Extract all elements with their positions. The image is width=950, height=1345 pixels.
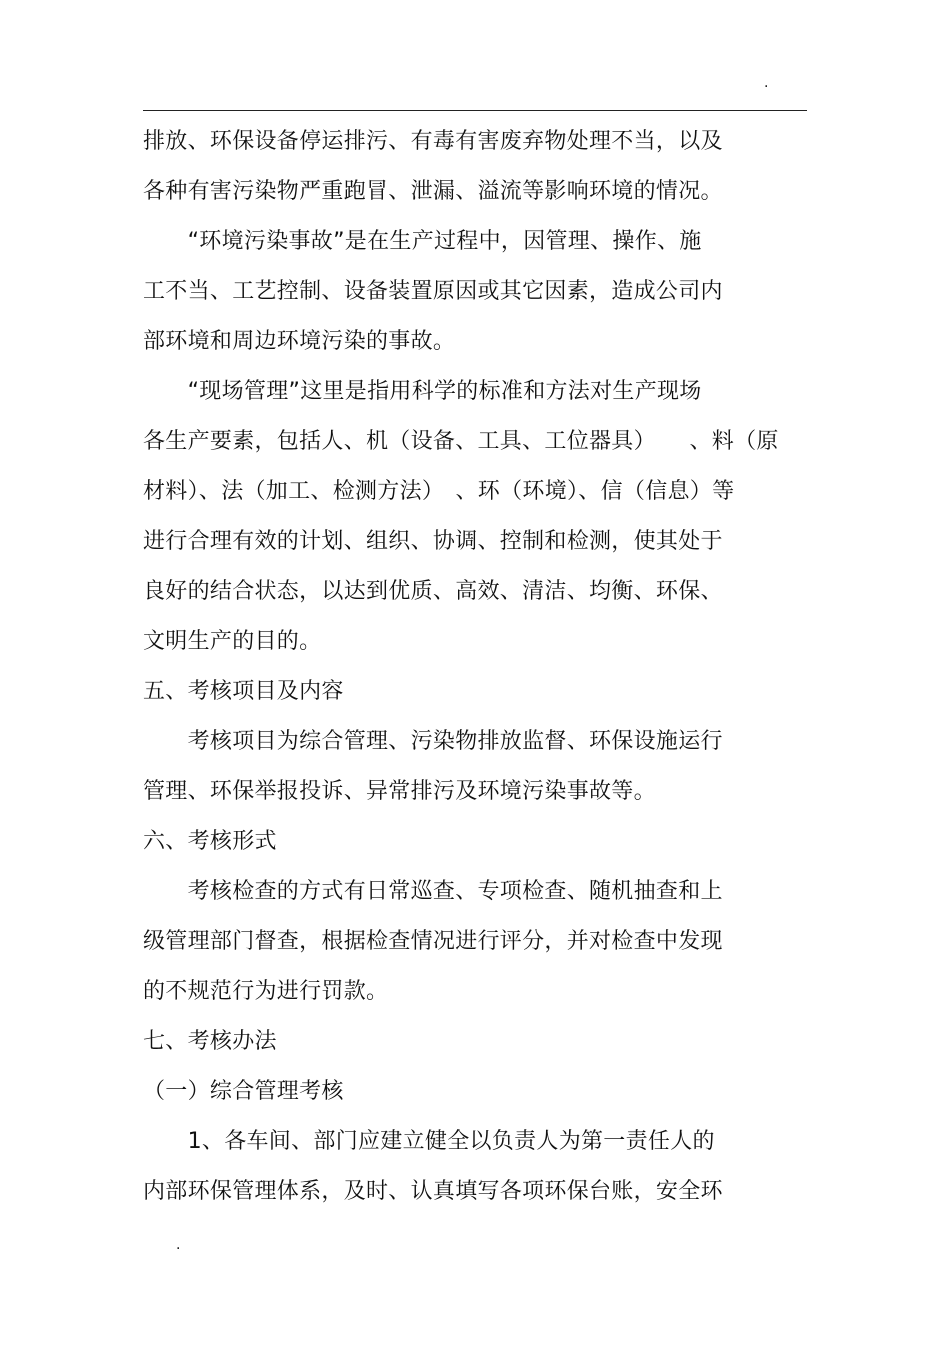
- section-heading: 七、考核办法: [143, 1029, 277, 1054]
- body-text-line: 的不规范行为进行罚款。: [143, 979, 389, 1004]
- body-text-line: 管理、环保举报投诉、异常排污及环境污染事故等。: [143, 779, 656, 804]
- body-text-line: 内部环保管理体系，及时、认真填写各项环保台账，安全环: [143, 1179, 723, 1204]
- section-heading: 五、考核项目及内容: [143, 679, 344, 704]
- body-text-line: 级管理部门督查，根据检查情况进行评分，并对检查中发现: [143, 929, 723, 954]
- footer-mark: .: [176, 1237, 181, 1253]
- body-text-line: 考核项目为综合管理、污染物排放监督、环保设施运行: [143, 729, 723, 754]
- body-text-line: 工不当、工艺控制、设备装置原因或其它因素，造成公司内: [143, 279, 723, 304]
- body-text-line: “现场管理”这里是指用科学的标准和方法对生产现场: [143, 379, 702, 404]
- section-heading: 六、考核形式: [143, 829, 277, 854]
- body-text-line: 1、各车间、部门应建立健全以负责人为第一责任人的: [143, 1129, 715, 1154]
- body-text-line: 进行合理有效的计划、组织、协调、控制和检测，使其处于: [143, 529, 723, 554]
- subsection-heading: （一）综合管理考核: [143, 1079, 344, 1104]
- body-text-line: 材料）、法（加工、检测方法） 、环（环境）、信（信息）等: [143, 479, 735, 504]
- body-text-line: 排放、环保设备停运排污、有毒有害废弃物处理不当，以及: [143, 129, 723, 154]
- body-text-line: 各种有害污染物严重跑冒、泄漏、溢流等影响环境的情况。: [143, 179, 723, 204]
- body-text-line: 各生产要素，包括人、机（设备、工具、工位器具） 、料（原: [143, 429, 779, 454]
- body-text-line: “环境污染事故”是在生产过程中，因管理、操作、施: [143, 229, 702, 254]
- body-text-line: 文明生产的目的。: [143, 629, 322, 654]
- header-rule: [143, 110, 807, 111]
- body-text-line: 考核检查的方式有日常巡查、专项检查、随机抽查和上: [143, 879, 723, 904]
- header-mark: .: [764, 75, 769, 91]
- body-text-line: 良好的结合状态，以达到优质、高效、清洁、均衡、环保、: [143, 579, 723, 604]
- body-text-line: 部环境和周边环境污染的事故。: [143, 329, 456, 354]
